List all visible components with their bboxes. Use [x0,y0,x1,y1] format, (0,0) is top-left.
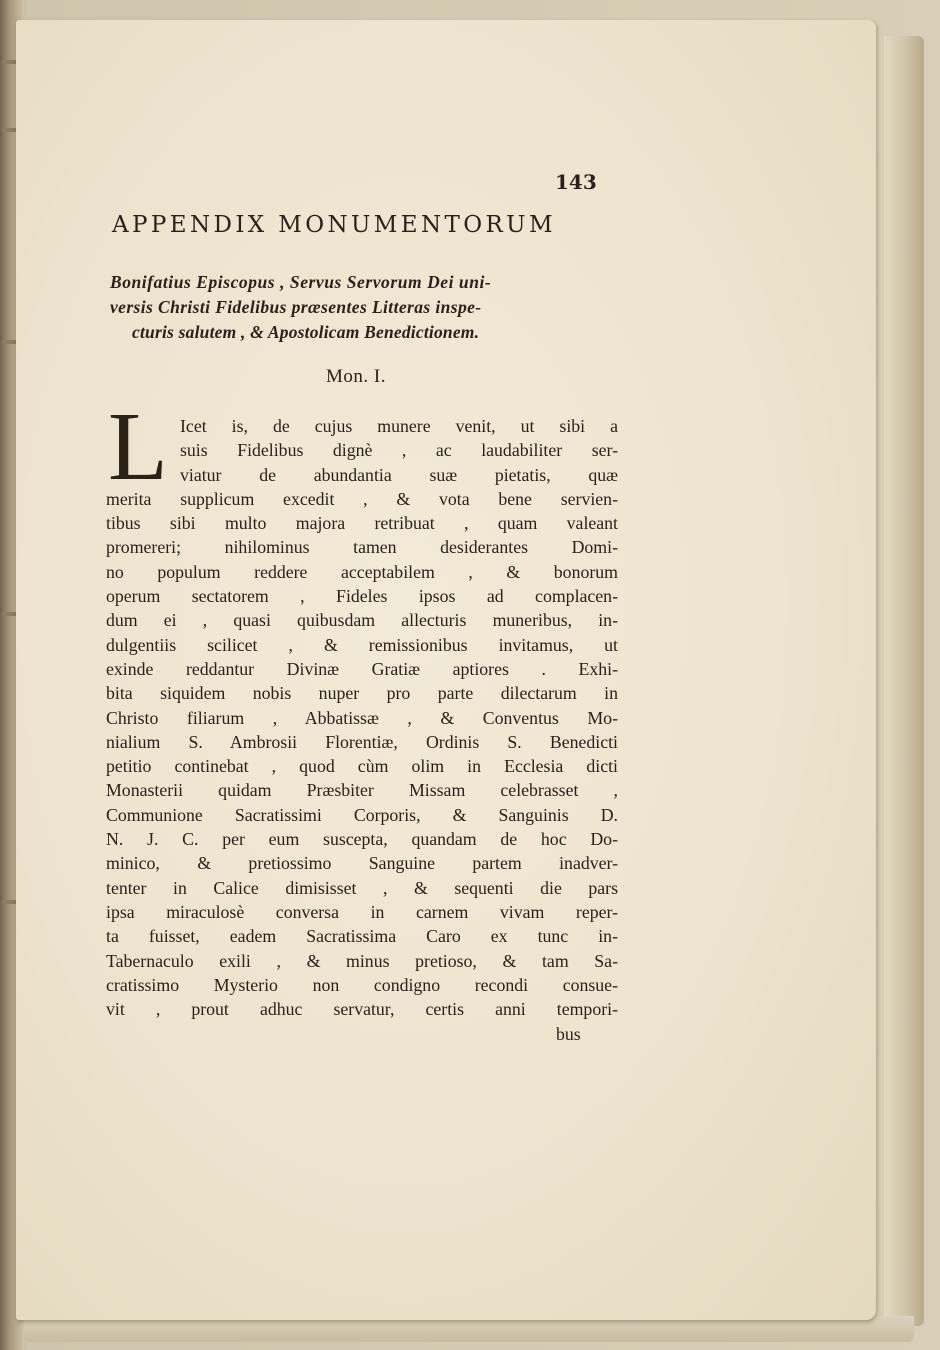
body-line: exinde reddantur Divinæ Gratiæ aptiores . Exhi- [106,658,618,679]
drop-cap: L [108,393,168,501]
body-line: merita supplicum excedit , & vota bene servien- [106,488,618,509]
body-line: Christo filiarum , Abbatissæ , & Conventus Mo- [106,707,618,728]
body-line: tenter in Calice dimisisset , & sequenti die pars [106,877,618,898]
body-line: promereri; nihilominus tamen desiderantes Domi- [106,537,618,558]
body-line: viatur de abundantia suæ pietatis, quæ [180,464,618,485]
papal-address [110,270,630,345]
body-line: bita siquidem nobis nuper pro parte dilectarum in [106,683,618,704]
body-line: Communione Sacratissimi Corporis, & Sanguinis D. [106,804,618,825]
address-line: cturis salutem , & Apostolicam Benedictionem. [132,322,480,342]
body-line: petitio continebat , quod cùm olim in Ecclesia dicti [106,756,618,777]
body-line: operum sectatorem , Fideles ipsos ad complacen- [106,586,618,607]
body-line: suis Fidelibus dignè , ac laudabiliter ser- [180,440,618,461]
page-heading: APPENDIX MONUMENTORUM [112,212,556,238]
body-line: Tabernaculo exili , & minus pretioso, & tam Sa- [106,950,618,971]
body-line: tibus sibi multo majora retribuat , quam valeant [106,513,618,534]
body-line: dum ei , quasi quibusdam allecturis muneribus, in- [106,610,618,631]
body-line: ta fuisset, eadem Sacratissima Caro ex tunc in- [106,926,618,947]
body-line: ipsa miraculosè conversa in carnem vivam reper- [106,901,618,922]
body-line: no populum reddere acceptabilem , & bonorum [106,561,618,582]
section-title: Mon. I. [326,366,386,387]
body-text [106,414,618,1021]
body-line: Icet is, de cujus munere venit, ut sibi a [180,416,618,436]
address-line: versis Christi Fidelibus præsentes Litteras inspe- [110,297,482,317]
address-line: Bonifatius Episcopus , Servus Servorum Dei uni- [110,272,492,292]
page-number: 143 [555,170,597,194]
body-line: Monasterii quidam Præsbiter Missam celebrasset , [106,780,618,801]
catchword: bus [556,1024,581,1044]
body-line: minico, & pretiossimo Sanguine partem inadver- [106,853,618,874]
body-line: dulgentiis scilicet , & remissionibus invitamus, ut [106,634,618,655]
body-line: cratissimo Mysterio non condigno recondi consue- [106,974,618,995]
body-line: nialium S. Ambrosii Florentiæ, Ordinis S. Benedicti [106,731,618,752]
page-edges-right [884,36,924,1326]
body-line: vit , prout adhuc servatur, certis anni tempori- [106,999,618,1020]
body-line: N. J. C. per eum suscepta, quandam de hoc Do- [106,829,618,850]
